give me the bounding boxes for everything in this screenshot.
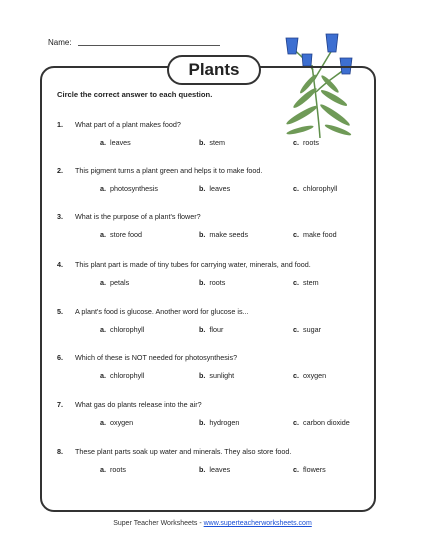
instructions: Circle the correct answer to each question. [57,90,213,99]
answer-option[interactable] [100,230,142,239]
question-number: 2. [57,166,63,175]
answer-option[interactable] [293,418,350,427]
question-text: These plant parts soak up water and minerals. They also store food. [75,447,292,456]
answer-option[interactable] [293,371,326,380]
option-letter: a. [100,418,106,427]
option-letter: a. [100,371,106,380]
answer-option[interactable] [199,465,230,474]
option-letter: c. [293,465,299,474]
option-text: oxygen [303,371,327,380]
question-number: 7. [57,400,63,409]
question-text: Which of these is NOT needed for photosynthesis? [75,353,238,362]
option-letter: c. [293,138,299,147]
answer-option[interactable] [100,371,144,380]
option-text: leaves [209,184,231,193]
option-letter: c. [293,325,299,334]
option-letter: a. [100,278,106,287]
question-text: This pigment turns a plant green and helps it to make food. [75,166,263,175]
answer-option[interactable] [293,138,319,147]
option-letter: a. [100,325,106,334]
answer-option[interactable] [293,278,319,287]
option-letter: b. [199,184,206,193]
worksheet-frame [40,66,376,512]
option-text: chlorophyll [110,325,145,334]
option-text: roots [209,278,226,287]
answer-option[interactable] [100,184,158,193]
question-number: 8. [57,447,63,456]
option-letter: b. [199,278,206,287]
answer-option[interactable] [293,184,337,193]
answer-option[interactable] [100,418,133,427]
option-text: carbon dioxide [303,418,350,427]
answer-option[interactable] [199,230,248,239]
answer-option[interactable] [100,325,144,334]
answer-option[interactable] [293,230,337,239]
answer-option[interactable] [100,465,126,474]
option-letter: c. [293,278,299,287]
answer-option[interactable] [293,465,326,474]
option-letter: c. [293,371,299,380]
option-text: leaves [110,138,131,147]
question-text: A plant's food is glucose. Another word for glucose is... [75,307,249,316]
option-letter: a. [100,184,106,193]
option-text: make seeds [209,230,249,239]
option-letter: c. [293,230,299,239]
worksheet-title: Plants [167,55,261,85]
option-letter: c. [293,418,299,427]
option-text: roots [110,465,126,474]
question-number: 4. [57,260,63,269]
option-text: chlorophyll [110,371,145,380]
option-letter: b. [199,325,206,334]
answer-option[interactable] [199,325,223,334]
answer-option[interactable] [100,138,131,147]
name-label: Name: [48,38,72,47]
option-letter: a. [100,465,106,474]
option-text: hydrogen [209,418,240,427]
answer-option[interactable] [293,325,321,334]
name-line[interactable] [78,45,220,46]
footer-credit: Super Teacher Worksheets - [113,520,204,527]
option-letter: b. [199,138,206,147]
option-text: petals [110,278,130,287]
option-text: make food [303,230,337,239]
option-letter: b. [199,230,206,239]
question-text: This plant part is made of tiny tubes for carrying water, minerals, and food. [75,260,311,269]
answer-option[interactable] [199,371,234,380]
option-letter: a. [100,138,106,147]
option-letter: c. [293,184,299,193]
option-letter: b. [199,418,206,427]
option-text: flour [209,325,224,334]
answer-option[interactable] [199,184,230,193]
answer-option[interactable] [100,278,129,287]
option-text: oxygen [110,418,134,427]
footer-link[interactable]: www.superteacherworksheets.com [203,520,312,527]
question-text: What part of a plant makes food? [75,120,181,129]
question-number: 3. [57,212,63,221]
option-text: store food [110,230,142,239]
option-text: sunlight [209,371,235,380]
option-letter: a. [100,230,106,239]
option-text: stem [209,138,225,147]
option-letter: b. [199,371,206,380]
option-text: sugar [303,325,321,334]
option-text: flowers [303,465,326,474]
question-text: What gas do plants release into the air? [75,400,202,409]
footer [0,520,425,527]
option-text: chlorophyll [303,184,338,193]
question-number: 5. [57,307,63,316]
question-number: 1. [57,120,63,129]
answer-option[interactable] [199,138,225,147]
option-letter: b. [199,465,206,474]
answer-option[interactable] [199,278,225,287]
answer-option[interactable] [199,418,239,427]
question-number: 6. [57,353,63,362]
option-text: roots [303,138,319,147]
option-text: leaves [209,465,231,474]
question-text: What is the purpose of a plant's flower? [75,212,201,221]
option-text: stem [303,278,319,287]
option-text: photosynthesis [110,184,158,193]
